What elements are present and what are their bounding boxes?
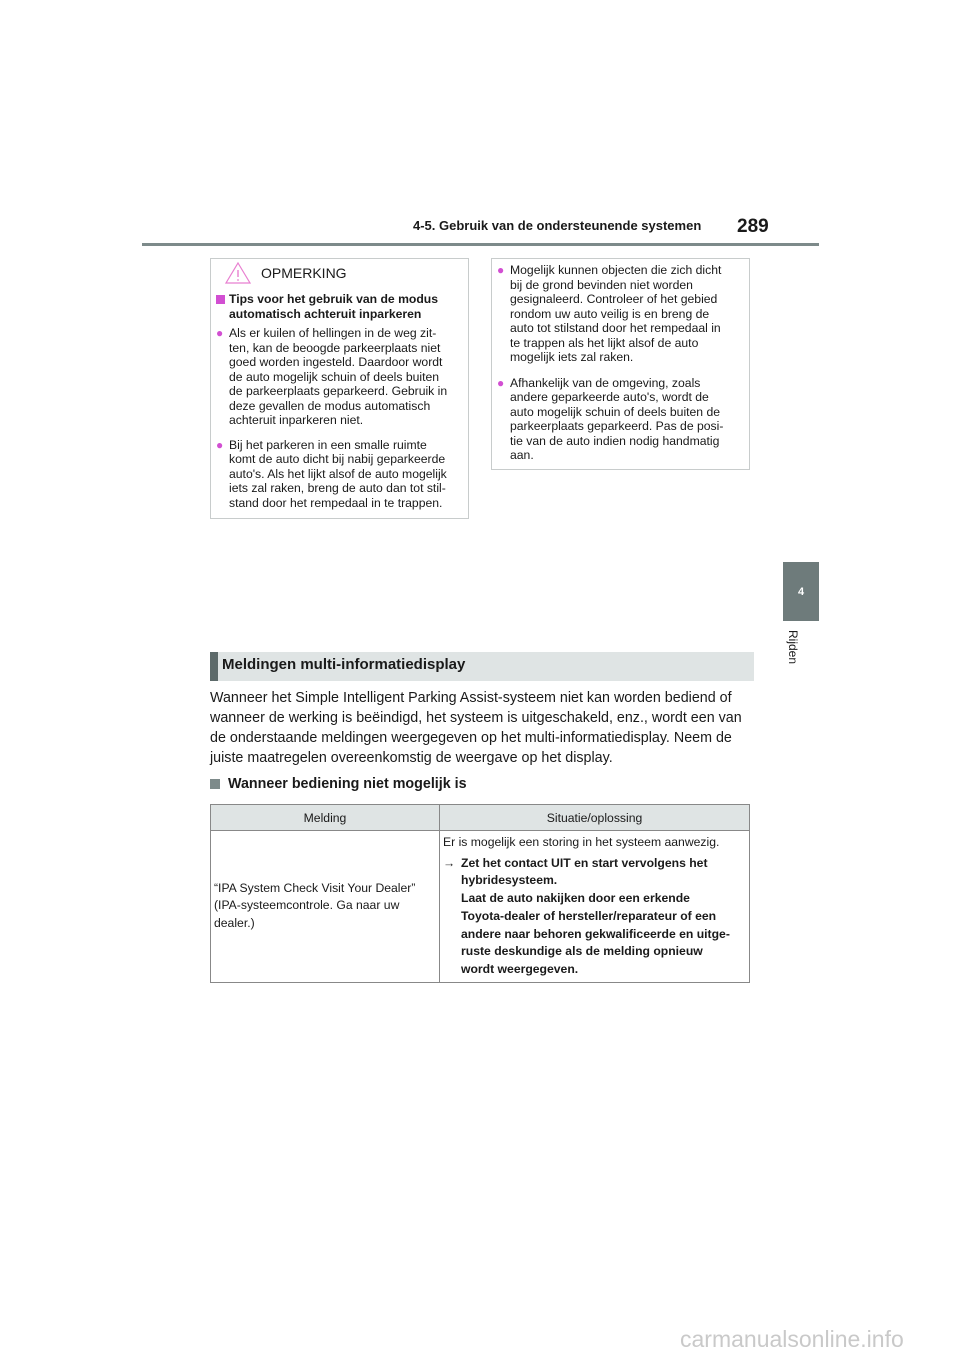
list-item: ● Afhankelijk van de omgeving, zoals andere geparkeerde auto's, wordt de auto mogelijk schuin of deels buiten de parkeerplaats geparkeerd. Pas de posi- tie van de auto indien nodig handmatig aan. (497, 375, 724, 462)
section-title: Meldingen multi-informatiedisplay (210, 652, 754, 681)
note-heading: Tips voor het gebruik van de modus automatisch achteruit inparkeren (211, 292, 468, 321)
square-bullet-icon (210, 779, 220, 789)
note-title: OPMERKING (261, 264, 347, 281)
bullet-icon: ● (497, 375, 505, 390)
solution-text: Zet het contact UIT en start vervolgens het hybridesysteem. Laat de auto nakijken door een erkende Toyota-dealer of hersteller/reparateur of een andere naar behoren gekwalificeerde en uitge- ruste deskundige als de melding opnieuw wordt weergegeven. (461, 855, 730, 976)
situation-text: Er is mogelijk een storing in het systeem aanwezig. (443, 835, 720, 849)
table-row (211, 831, 750, 983)
chapter-label: Rijden (786, 630, 800, 665)
column-header: Melding (211, 805, 440, 831)
table-header-row (211, 805, 750, 831)
chapter-tab[interactable]: 4 (783, 562, 819, 621)
section-header: 4-5. Gebruik van de ondersteunende systemen (413, 218, 702, 233)
message-cell: “IPA System Check Visit Your Dealer” (IPA-systeemcontrole. Ga naar uw dealer.) (211, 831, 440, 983)
list-item: ● Als er kuilen of hellingen in de weg zit- ten, kan de beoogde parkeerplaats niet goed worden ingesteld. Daardoor wordt de auto mogelijk schuin of deels buiten de parkeerplaats geparkeerd. Gebruik in deze gevallen de modus automatisch achteruit inparkeren niet. (216, 326, 448, 427)
column-header: Situatie/oplossing (440, 805, 750, 831)
page-number: 289 (737, 216, 769, 237)
bullet-icon: ● (216, 326, 224, 340)
note-box-continued (491, 258, 750, 470)
note-box (210, 258, 469, 519)
bullet-icon: ● (216, 437, 224, 452)
note-header (211, 259, 468, 287)
list-item: ● Mogelijk kunnen objecten die zich dicht bij de grond bevinden niet worden gesignaleerd. Controleer of het gebied rondom uw auto veilig is en breng de auto tot stilstand door het rempedaal in te trappen als het lijkt alsof de auto mogelijk iets zal raken. (497, 263, 722, 364)
list-item: ● Bij het parkeren in een smalle ruimte komt de auto dicht bij nabij geparkeerde auto's. Als het lijkt alsof de auto mogelijk iets zal raken, breng de auto dan tot stil- stand door het rempedaal in te trappen. (216, 437, 447, 510)
messages-table (210, 804, 750, 983)
solution-cell (440, 831, 750, 983)
header-divider (142, 243, 819, 246)
watermark: carmanualsonline.info (680, 1326, 904, 1352)
arrow-icon: → (443, 855, 456, 870)
intro-paragraph: Wanneer het Simple Intelligent Parking Assist-systeem niet kan worden bediend of wanneer de werking is beëindigd, het systeem is uitgeschakeld, enz., wordt een van de onderstaande meldingen weergegeven op het multi-informatiedisplay. Neem de juiste maatregelen overeenkomstig de weergave op het display. (210, 690, 742, 766)
square-bullet-icon (216, 295, 225, 304)
warning-icon (225, 262, 251, 284)
subheading: Wanneer bediening niet mogelijk is (210, 776, 467, 792)
bullet-icon: ● (497, 263, 505, 277)
